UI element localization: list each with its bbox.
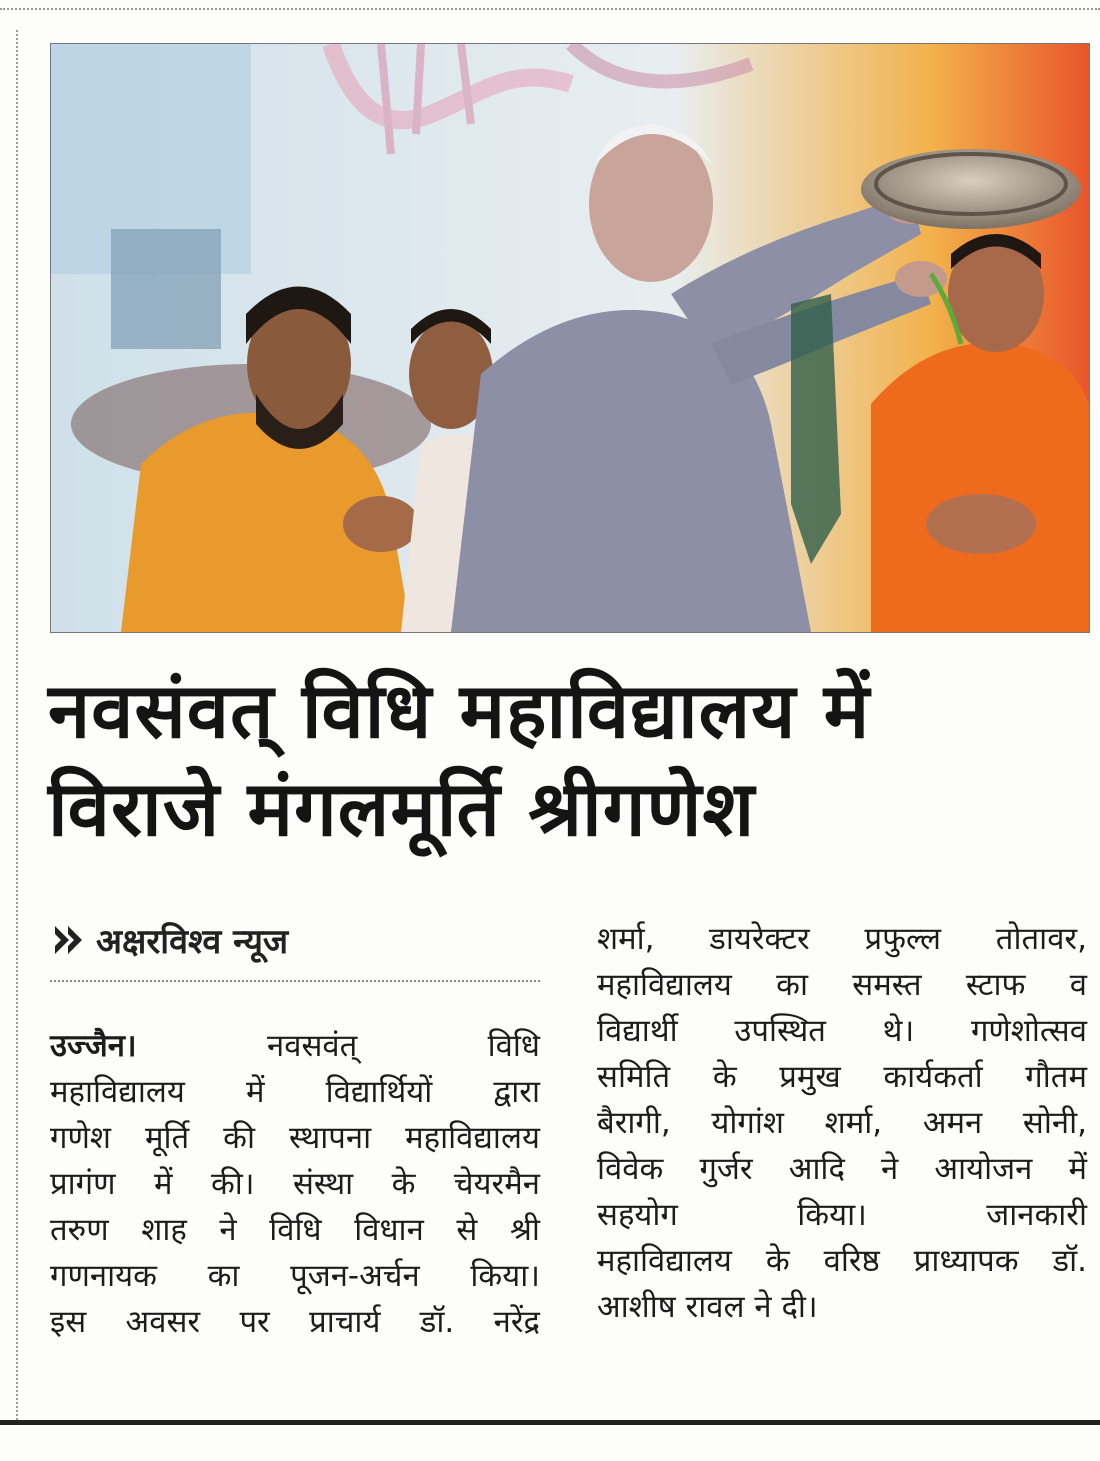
word: आयोजन xyxy=(934,1151,1033,1187)
headline-line-1: नवसंवत् विधि महाविद्यालय में xyxy=(48,666,871,755)
word: के xyxy=(391,1166,416,1202)
word: किया। xyxy=(470,1258,540,1294)
word: ने xyxy=(881,1151,899,1187)
word: डॉ. xyxy=(1052,1243,1087,1279)
orange-robe-person xyxy=(871,343,1089,632)
column-line xyxy=(50,1207,540,1253)
byline xyxy=(50,915,540,965)
byline-source: अक्षरविश्व न्यूज xyxy=(96,922,289,962)
word: कार्यकर्ता xyxy=(883,1059,983,1095)
ceremony-photo-illustration xyxy=(51,44,1089,632)
word: की। xyxy=(210,1166,255,1202)
word: अमन xyxy=(922,1105,983,1141)
word: मूर्ति xyxy=(144,1120,190,1156)
word: व xyxy=(1069,967,1087,1003)
word: प्रफुल्ल xyxy=(864,921,942,957)
column-line xyxy=(597,962,1087,1008)
aarti-plate xyxy=(861,149,1081,229)
word: सहयोग xyxy=(597,1197,678,1233)
headline xyxy=(48,662,1088,858)
column-line xyxy=(50,1023,540,1069)
column-line xyxy=(597,1054,1087,1100)
word: महाविद्यालय xyxy=(597,967,732,1003)
column-line xyxy=(50,1299,540,1345)
word: बैरागी, xyxy=(597,1105,671,1141)
word: विद्यार्थी xyxy=(597,1013,678,1049)
left-dotted-border xyxy=(16,30,18,1420)
word: महाविद्यालय xyxy=(405,1120,540,1156)
word: प्रमुख xyxy=(779,1059,841,1095)
word: विधि xyxy=(269,1212,322,1248)
word: शर्मा, xyxy=(597,921,655,957)
word: प्राचार्य xyxy=(309,1304,381,1340)
word: का xyxy=(207,1258,240,1294)
word: सोनी, xyxy=(1022,1105,1087,1141)
word: में xyxy=(153,1166,173,1202)
word: श्री xyxy=(509,1212,540,1248)
column-line xyxy=(597,1100,1087,1146)
word: में xyxy=(1068,1151,1087,1187)
word: पर xyxy=(239,1304,270,1340)
word: इस xyxy=(50,1304,87,1340)
column-line xyxy=(597,1146,1087,1192)
word: के xyxy=(765,1243,790,1279)
column-line xyxy=(50,1161,540,1207)
word: शर्मा, xyxy=(824,1105,883,1141)
column-line xyxy=(597,1192,1087,1238)
column-line xyxy=(50,1069,540,1115)
word: डायरेक्टर xyxy=(709,921,810,957)
word: डॉ. xyxy=(419,1304,455,1340)
column-line xyxy=(50,1253,540,1299)
word: विधि xyxy=(487,1028,540,1064)
column-line xyxy=(597,916,1087,962)
word: ने xyxy=(219,1212,237,1248)
word: आशीष रावल ने दी। xyxy=(597,1289,818,1325)
word: गौतम xyxy=(1025,1059,1087,1095)
word: महाविद्यालय xyxy=(597,1243,732,1279)
word: समस्त xyxy=(852,967,922,1003)
word: विवेक xyxy=(597,1151,664,1187)
word: नरेंद्र xyxy=(493,1304,540,1340)
word: में xyxy=(245,1074,265,1110)
word: विद्यार्थियों xyxy=(325,1074,433,1110)
word: संस्था xyxy=(292,1166,354,1202)
word: गणेशोत्सव xyxy=(970,1013,1087,1049)
word: किया। xyxy=(797,1197,867,1233)
word: जानकारी xyxy=(986,1197,1087,1233)
word: विधान xyxy=(354,1212,424,1248)
word: योगांश xyxy=(711,1105,784,1141)
byline-divider xyxy=(50,980,540,982)
word: से xyxy=(456,1212,478,1248)
column-line xyxy=(597,1008,1087,1054)
double-chevron-right-icon xyxy=(50,920,90,960)
word: नवसवंत् xyxy=(267,1028,358,1064)
bottom-rule xyxy=(0,1420,1100,1425)
word: शाह xyxy=(141,1212,187,1248)
news-photo xyxy=(50,43,1090,633)
word: तोतावर, xyxy=(995,921,1087,957)
column-line xyxy=(597,1284,1087,1330)
column-line xyxy=(50,1115,540,1161)
word: पूजन-अर्चन xyxy=(290,1258,420,1294)
word: स्थापना xyxy=(289,1120,372,1156)
word: प्रागंण xyxy=(50,1166,116,1202)
word: थे। xyxy=(882,1013,915,1049)
word: अवसर xyxy=(125,1304,201,1340)
word: समिति xyxy=(597,1059,671,1095)
article-column-left xyxy=(50,1023,540,1345)
word: आदि xyxy=(788,1151,845,1187)
word: का xyxy=(776,967,808,1003)
word: स्टाफ xyxy=(965,967,1026,1003)
dateline: उज्जैन। xyxy=(50,1028,137,1064)
word: चेयरमैन xyxy=(453,1166,540,1202)
headline-line-2: विराजे मंगलमूर्ति श्रीगणेश xyxy=(48,764,756,853)
word: गणेश xyxy=(50,1120,111,1156)
word: प्राध्यापक xyxy=(913,1243,1019,1279)
word: तरुण xyxy=(50,1212,109,1248)
word: गुर्जर xyxy=(699,1151,753,1187)
word: की xyxy=(223,1120,256,1156)
word: के xyxy=(712,1059,737,1095)
article-column-right xyxy=(597,916,1087,1330)
column-line xyxy=(597,1238,1087,1284)
top-dotted-border xyxy=(0,8,1100,10)
word: द्वारा xyxy=(493,1074,540,1110)
word: उपस्थित xyxy=(734,1013,826,1049)
word: महाविद्यालय xyxy=(50,1074,185,1110)
word: गणनायक xyxy=(50,1258,157,1294)
word: वरिष्ठ xyxy=(823,1243,880,1279)
